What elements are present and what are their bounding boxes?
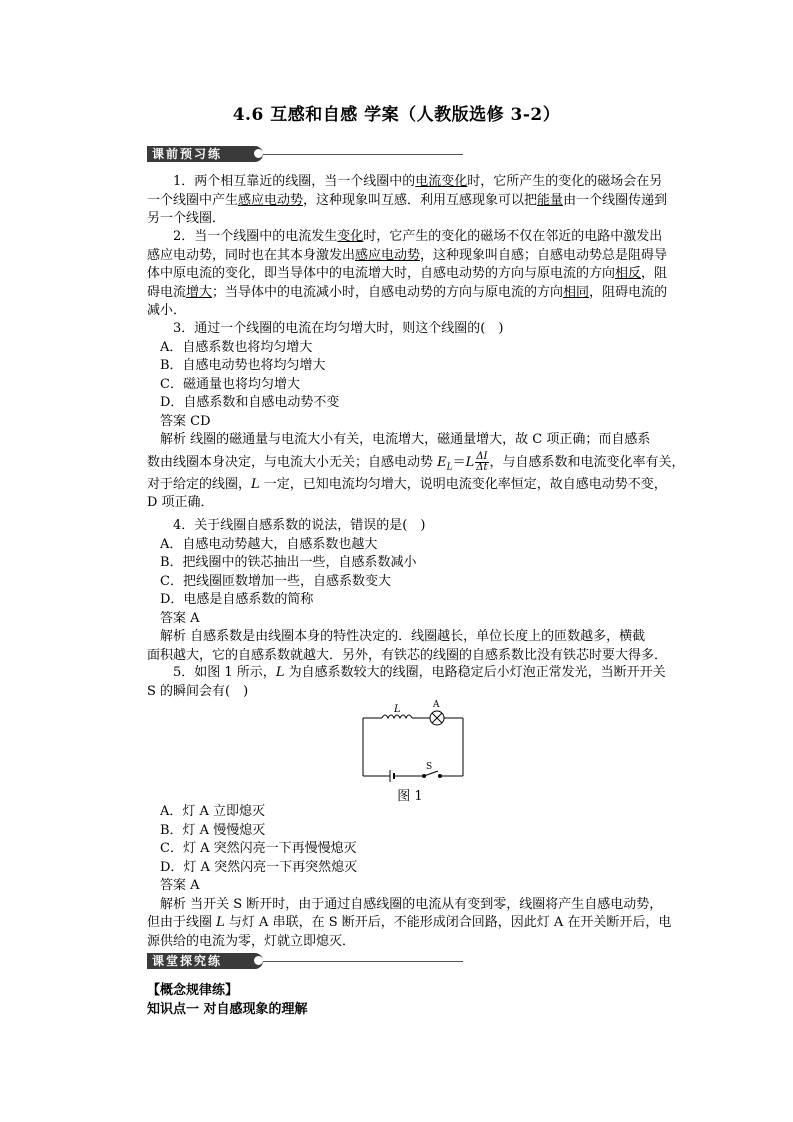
section-header-pre (147, 146, 467, 162)
answer-underline: 感应电动势 (238, 192, 304, 208)
question-1 (147, 173, 679, 229)
question-2 (147, 228, 679, 321)
section-header-class (147, 953, 467, 969)
switch-label: S (426, 762, 433, 772)
fraction-numerator: ΔI (476, 450, 488, 462)
option-c: C．把线圈匝数增加一些，自感系数变大 (160, 573, 391, 589)
text: 一定，已知电流均匀增大，说明电流变化率恒定，故自感电动势不变， (259, 476, 667, 492)
answer: 答案 A (160, 878, 200, 893)
text: 时，它产生的变化的磁场不仅在邻近的电路中激发出 (363, 229, 663, 244)
explanation-line (147, 914, 679, 933)
text-line (147, 228, 679, 247)
text: ＝ (452, 454, 466, 470)
option-b: B．灯 A 慢慢熄灭 (160, 822, 266, 838)
text: 数由线圈本身决定，与电流大小无关；自感电动势 (147, 454, 438, 470)
text: ，阻碍电流的 (589, 284, 668, 300)
answer-underline: 感应电动势 (355, 247, 421, 263)
text-line: 另一个线圈． (147, 211, 226, 226)
fraction (475, 452, 488, 473)
text: 对于给定的线圈， (147, 476, 252, 492)
option-d: D．自感系数和自感电动势不变 (160, 395, 340, 410)
lamp-label: A (433, 700, 440, 710)
option-b: B．自感电动势也将均匀增大 (160, 358, 326, 373)
option-a: A．灯 A 立即熄灭 (160, 804, 266, 819)
symbol: E (437, 454, 447, 470)
question-5 (147, 664, 679, 701)
question-stem: 3．通过一个线圈的电流在均匀增大时，则这个线圈的( ) (173, 321, 504, 336)
concept-heading: 【概念规律练】 (147, 983, 239, 998)
inductor-coil-icon (382, 715, 412, 718)
explanation-line: 面积越大，它的自感系数就越大．另外，有铁芯的线圈的自感系数比没有铁芯时要大得多． (147, 647, 668, 663)
question-5-options (147, 803, 679, 951)
symbol: L (275, 665, 285, 680)
answer-underline: 相同 (563, 284, 590, 300)
option-d: D．电感是自感系数的简称 (160, 592, 314, 607)
figure-caption: 图 1 (397, 789, 423, 804)
answer-underline: 变化 (337, 229, 364, 244)
question-4 (147, 517, 679, 665)
text: 1．两个相互靠近的线圈，当一个线圈中的 (173, 174, 416, 189)
answer-underline: 电流变化 (415, 174, 468, 189)
option-c: C．灯 A 突然闪亮一下再慢慢熄灭 (160, 841, 357, 856)
text-line: S 的瞬间会有( ) (147, 683, 249, 699)
answer-underline: 相反 (615, 266, 642, 281)
explanation-line (147, 450, 685, 476)
text: ；当导体中的电流减小时，自感电动势的方向与原电流的方向 (212, 284, 564, 300)
text: 时，它所产生的变化的磁场会在另 (467, 174, 663, 189)
fraction-denominator: Δt (476, 461, 488, 473)
question-3 (147, 320, 685, 513)
text: ，这种现象叫互感．利用互感现象可以把 (303, 192, 538, 208)
option-c: C．磁通量也将均匀增大 (160, 376, 300, 392)
section-rule (263, 154, 463, 155)
text-line (147, 284, 679, 303)
section-label: 课前预习练 (147, 146, 263, 162)
text: 但由于线圈 (147, 915, 217, 930)
text: 5．如图 1 所示， (173, 665, 276, 680)
option-d: D．灯 A 突然闪亮一下再突然熄灭 (160, 859, 358, 875)
text: 体中原电流的变化，即当导体中的电流增大时，自感电动势的方向与原电流的方向 (147, 266, 616, 281)
subscript: L (446, 462, 453, 473)
symbol: L (465, 454, 475, 470)
option-b: B．把线圈中的铁芯抽出一些，自感系数减小 (160, 555, 417, 570)
explanation-line: 解析 当开关 S 断开时，由于通过自感线圈的电流从有变到零，线圈将产生自感电动势， (160, 896, 663, 912)
text: 2．当一个线圈中的电流发生 (173, 229, 338, 244)
answer-underline: 能量 (537, 192, 564, 208)
section-dot-icon (254, 149, 263, 158)
text: 感应电动势，同时也在其本身激发出 (147, 247, 356, 263)
option-a: A．自感系数也将均匀增大 (160, 339, 313, 355)
text-line (147, 664, 679, 683)
text-line (147, 265, 679, 284)
answer: 答案 A (160, 610, 200, 626)
text-line (147, 247, 679, 266)
section-rule (263, 961, 463, 962)
explanation-line: 源供给的电流为零，灯就立即熄灭． (147, 933, 356, 949)
text: 由一个线圈传递到 (563, 192, 668, 208)
answer-underline: 增大 (186, 284, 213, 300)
explanation-line: 解析 自感系数是由线圈本身的特性决定的．线圈越长，单位长度上的匝数越多，横截 (160, 629, 646, 644)
text: 为自感系数较大的线圈，电路稳定后小灯泡正常发光，当断开开关 (284, 665, 666, 680)
text-line: 减小． (147, 303, 187, 318)
page-title: 4.6 互感和自感 学案（人教版选修 3-2） (232, 105, 561, 125)
text: ，与自感系数和电流变化率有关， (489, 454, 685, 470)
inductor-label: L (394, 704, 401, 715)
answer: 答案 CD (160, 413, 211, 429)
explanation-line (147, 476, 679, 495)
knowledge-point-heading: 知识点一 对自感现象的理解 (147, 1001, 308, 1017)
explanation-line: D 项正确． (147, 495, 214, 510)
text-line (147, 173, 679, 192)
option-a: A．自感电动势越大，自感系数也越大 (160, 536, 378, 552)
explanation-line: 解析 线圈的磁通量与电流大小有关，电流增大，磁通量增大，故 C 项正确；而自感系 (160, 432, 651, 447)
section-label: 课堂探究练 (147, 953, 263, 969)
question-stem: 4．关于线圈自感系数的说法，错误的是( ) (173, 518, 426, 533)
text: 碍电流 (147, 284, 187, 300)
text: 与灯 A 串联，在 S 断开后，不能形成闭合回路，因此灯 A 在开关断开后，电 (224, 915, 672, 930)
text: 一个线圈中产生 (147, 192, 239, 208)
text: ，这种现象叫自感；自感电动势总是阻碍导 (420, 247, 668, 263)
symbol: L (251, 476, 260, 492)
text-line (147, 192, 679, 211)
text: ，阻 (641, 266, 668, 281)
symbol: L (216, 915, 225, 930)
footer-block (147, 982, 679, 1019)
section-dot-icon (254, 956, 263, 965)
